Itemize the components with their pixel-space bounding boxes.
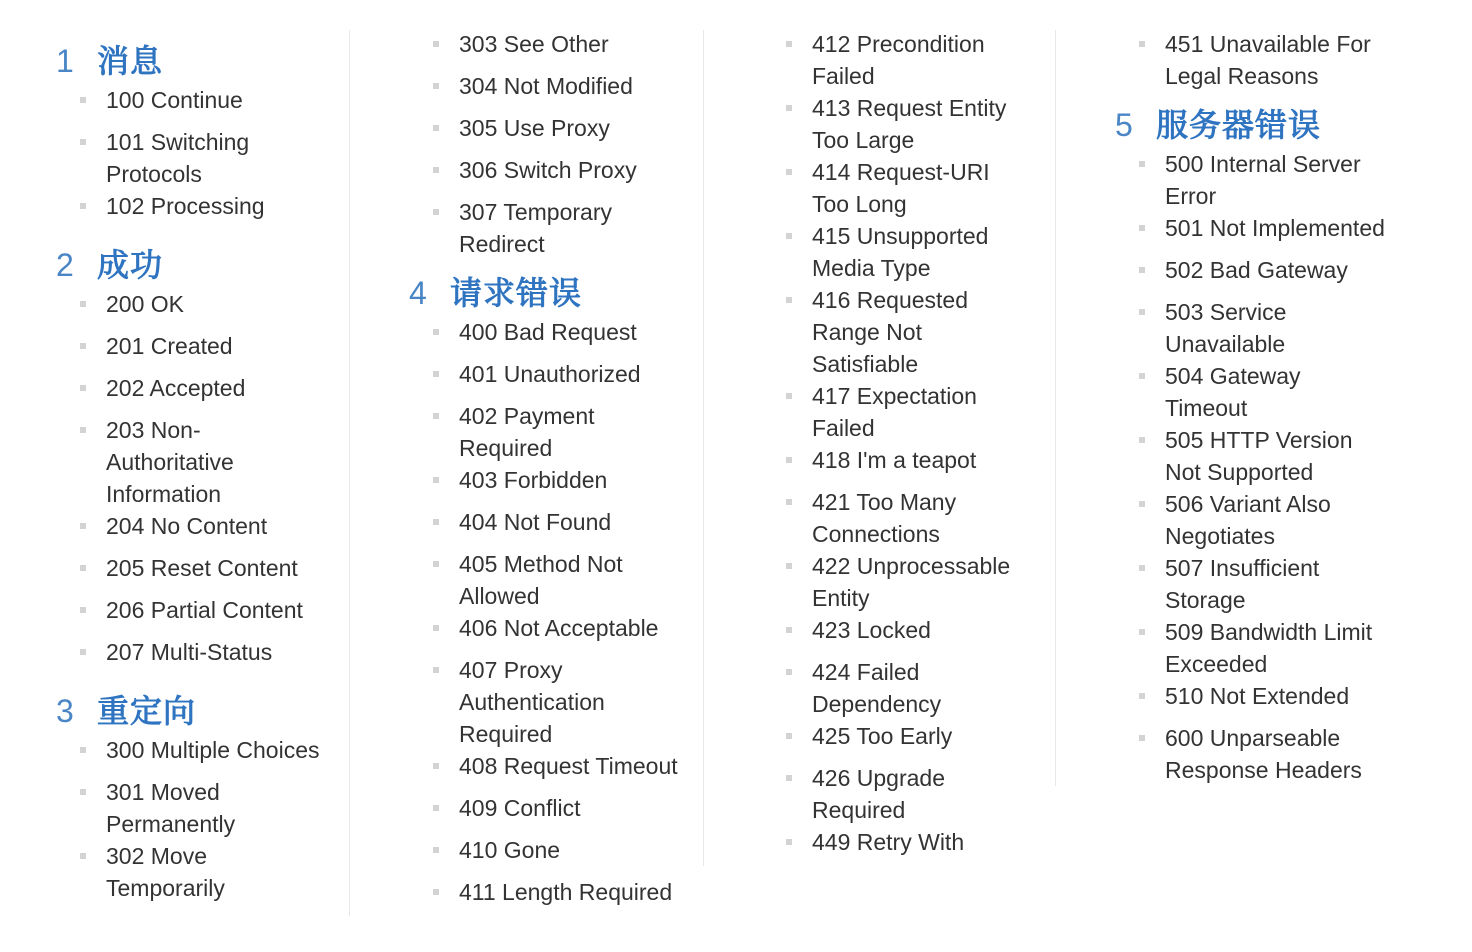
status-code-label-line: 302 Move [106, 843, 208, 869]
status-code-item [106, 734, 320, 766]
status-code-label-line: Allowed [459, 583, 540, 609]
status-code-label-line: 203 Non- [106, 417, 201, 443]
status-code-item [812, 656, 941, 720]
column-divider [1055, 30, 1056, 786]
bullet-icon [433, 413, 439, 419]
section-title: 服务器错误 [1156, 106, 1322, 144]
status-code-label-line: 509 Bandwidth Limit [1165, 619, 1373, 645]
bullet-icon [786, 669, 792, 675]
status-code-label-line: 412 Precondition [812, 31, 985, 57]
status-code-label-line: 501 Not Implemented [1165, 215, 1385, 241]
status-code-label-line: Temporarily [106, 875, 225, 901]
status-code-item [812, 826, 964, 858]
bullet-icon [433, 83, 439, 89]
status-code-label-line: Information [106, 481, 222, 507]
status-code-item [1165, 552, 1319, 616]
status-code-item [459, 464, 607, 496]
status-code-item [812, 486, 956, 550]
status-code-item [459, 70, 633, 102]
status-code-label-line: 414 Request-URI [812, 159, 990, 185]
bullet-icon [80, 139, 86, 145]
status-code-label-line: 449 Retry With [812, 829, 965, 855]
status-code-label-line: 503 Service [1165, 299, 1287, 325]
status-code-label-line: Protocols [106, 161, 202, 187]
status-code-item [1165, 488, 1331, 552]
status-code-label-line: 405 Method Not [459, 551, 623, 577]
status-code-label-line: 421 Too Many [812, 489, 957, 515]
status-code-label-line: 404 Not Found [459, 509, 612, 535]
column-divider [349, 30, 350, 916]
status-code-item [459, 358, 641, 390]
status-code-label-line: 504 Gateway [1165, 363, 1301, 389]
bullet-icon [786, 41, 792, 47]
section-number: 5 [1115, 107, 1133, 143]
column-divider [703, 30, 704, 866]
bullet-icon [786, 627, 792, 633]
status-code-label-line: 417 Expectation [812, 383, 977, 409]
bullet-icon [80, 565, 86, 571]
status-code-item [812, 220, 988, 284]
status-code-label-line: Required [812, 797, 906, 823]
status-code-label-line: Exceeded [1165, 651, 1268, 677]
status-code-label-line: 403 Forbidden [459, 467, 608, 493]
status-code-label-line: Authoritative [106, 449, 234, 475]
bullet-icon [80, 203, 86, 209]
status-code-item [459, 400, 595, 464]
bullet-icon [80, 523, 86, 529]
status-code-label-line: Media Type [812, 255, 931, 281]
section-title: 消息 [97, 42, 164, 80]
status-code-label-line: 411 Length Required [459, 879, 673, 905]
status-code-label-line: 510 Not Extended [1165, 683, 1350, 709]
bullet-icon [1139, 161, 1145, 167]
bullet-icon [433, 209, 439, 215]
bullet-icon [433, 625, 439, 631]
section-heading [56, 36, 163, 82]
status-code-label-line: 202 Accepted [106, 375, 246, 401]
status-code-label-line: Legal Reasons [1165, 63, 1319, 89]
status-code-label-line: 418 I'm a teapot [812, 447, 977, 473]
status-code-label-line: 416 Requested [812, 287, 969, 313]
bullet-icon [1139, 565, 1145, 571]
status-code-item [1165, 28, 1371, 92]
section-heading [1115, 100, 1321, 146]
status-code-item [812, 156, 990, 220]
bullet-icon [80, 789, 86, 795]
status-code-item [106, 414, 234, 510]
bullet-icon [786, 297, 792, 303]
bullet-icon [786, 499, 792, 505]
status-code-item [106, 510, 267, 542]
status-code-label-line: 409 Conflict [459, 795, 581, 821]
status-code-label-line: 406 Not Acceptable [459, 615, 659, 641]
bullet-icon [786, 169, 792, 175]
bullet-icon [433, 371, 439, 377]
status-code-item [1165, 212, 1385, 244]
status-code-label-line: 205 Reset Content [106, 555, 298, 581]
bullet-icon [433, 889, 439, 895]
section-title: 请求错误 [450, 274, 583, 312]
status-code-label-line: 206 Partial Content [106, 597, 303, 623]
status-code-item [812, 444, 976, 476]
status-code-item [459, 612, 658, 644]
status-code-label-line: 505 HTTP Version [1165, 427, 1353, 453]
bullet-icon [80, 343, 86, 349]
bullet-icon [80, 97, 86, 103]
status-code-label-line: 301 Moved [106, 779, 220, 805]
status-code-item [106, 776, 235, 840]
status-code-item [106, 636, 272, 668]
bullet-icon [433, 667, 439, 673]
section-title: 重定向 [97, 692, 197, 730]
status-code-label-line: 502 Bad Gateway [1165, 257, 1348, 283]
section-number: 1 [56, 43, 74, 79]
status-code-item [1165, 296, 1286, 360]
bullet-icon [1139, 501, 1145, 507]
section-heading [409, 268, 582, 314]
bullet-icon [1139, 437, 1145, 443]
status-code-label-line: 204 No Content [106, 513, 268, 539]
status-code-item [1165, 360, 1301, 424]
status-code-label-line: 423 Locked [812, 617, 931, 643]
status-code-label-line: 402 Payment [459, 403, 595, 429]
status-code-label-line: 102 Processing [106, 193, 265, 219]
status-code-item [459, 834, 560, 866]
status-code-label-line: 506 Variant Also [1165, 491, 1331, 517]
status-code-label-line: Negotiates [1165, 523, 1275, 549]
status-code-item [459, 154, 637, 186]
status-code-label-line: Storage [1165, 587, 1246, 613]
bullet-icon [433, 847, 439, 853]
bullet-icon [1139, 629, 1145, 635]
bullet-icon [786, 839, 792, 845]
section-title: 成功 [97, 246, 164, 284]
status-code-label-line: Failed [812, 63, 875, 89]
bullet-icon [433, 41, 439, 47]
status-code-label-line: Error [1165, 183, 1217, 209]
status-code-item [106, 840, 225, 904]
status-code-item [812, 28, 985, 92]
status-code-label-line: Authentication [459, 689, 605, 715]
status-code-item [106, 288, 184, 320]
status-code-label-line: Too Large [812, 127, 915, 153]
status-code-item [106, 372, 245, 404]
status-code-item [106, 126, 249, 190]
status-code-label-line: 306 Switch Proxy [459, 157, 637, 183]
status-code-item [459, 28, 609, 60]
status-code-item [106, 594, 303, 626]
bullet-icon [433, 125, 439, 131]
status-code-label-line: 300 Multiple Choices [106, 737, 320, 763]
bullet-icon [786, 733, 792, 739]
bullet-icon [433, 519, 439, 525]
status-code-label-line: 207 Multi-Status [106, 639, 273, 665]
status-code-item [459, 112, 610, 144]
status-code-label-line: Permanently [106, 811, 236, 837]
status-code-item [812, 720, 952, 752]
bullet-icon [80, 427, 86, 433]
bullet-icon [1139, 735, 1145, 741]
bullet-icon [786, 393, 792, 399]
status-code-label-line: 413 Request Entity [812, 95, 1007, 121]
bullet-icon [786, 457, 792, 463]
status-code-item [459, 876, 672, 908]
status-code-item [1165, 616, 1372, 680]
status-code-label-line: Not Supported [1165, 459, 1314, 485]
bullet-icon [1139, 41, 1145, 47]
status-code-item [1165, 254, 1348, 286]
status-code-label-line: Failed [812, 415, 875, 441]
status-code-item [106, 330, 233, 362]
status-code-label-line: Redirect [459, 231, 545, 257]
bullet-icon [433, 805, 439, 811]
status-code-label-line: Required [459, 435, 553, 461]
bullet-icon [1139, 693, 1145, 699]
status-code-label-line: Response Headers [1165, 757, 1362, 783]
bullet-icon [786, 563, 792, 569]
status-code-item [812, 92, 1006, 156]
bullet-icon [433, 561, 439, 567]
bullet-icon [80, 301, 86, 307]
status-code-label-line: 426 Upgrade [812, 765, 945, 791]
status-code-label-line: Connections [812, 521, 940, 547]
bullet-icon [786, 775, 792, 781]
status-code-label-line: Too Long [812, 191, 907, 217]
section-number: 4 [409, 275, 427, 311]
status-code-item [812, 614, 931, 646]
bullet-icon [80, 385, 86, 391]
status-code-label-line: 101 Switching [106, 129, 250, 155]
section-heading [56, 686, 196, 732]
status-code-label-line: Timeout [1165, 395, 1248, 421]
status-code-item [459, 792, 580, 824]
status-code-label-line: 408 Request Timeout [459, 753, 678, 779]
status-code-label-line: 600 Unparseable [1165, 725, 1341, 751]
status-code-label-line: 303 See Other [459, 31, 609, 57]
status-code-item [106, 552, 298, 584]
section-number: 3 [56, 693, 74, 729]
bullet-icon [80, 607, 86, 613]
status-code-label-line: 410 Gone [459, 837, 561, 863]
status-code-label-line: 200 OK [106, 291, 184, 317]
status-code-item [459, 506, 611, 538]
status-code-label-line: Dependency [812, 691, 942, 717]
status-code-item [459, 750, 678, 782]
status-code-item [812, 380, 977, 444]
bullet-icon [1139, 309, 1145, 315]
status-code-label-line: 400 Bad Request [459, 319, 637, 345]
status-code-label-line: 422 Unprocessable [812, 553, 1011, 579]
status-code-label-line: 201 Created [106, 333, 233, 359]
bullet-icon [1139, 373, 1145, 379]
status-code-label-line: 424 Failed [812, 659, 920, 685]
status-code-label-line: Unavailable [1165, 331, 1286, 357]
status-code-label-line: 100 Continue [106, 87, 243, 113]
status-code-label-line: Entity [812, 585, 870, 611]
status-code-item [106, 190, 265, 222]
status-code-label-line: 500 Internal Server [1165, 151, 1361, 177]
bullet-icon [433, 477, 439, 483]
status-code-label-line: 307 Temporary [459, 199, 612, 225]
bullet-icon [80, 747, 86, 753]
status-code-label-line: 407 Proxy [459, 657, 563, 683]
status-code-label-line: 415 Unsupported [812, 223, 989, 249]
status-code-item [106, 84, 243, 116]
status-code-item [1165, 424, 1353, 488]
bullet-icon [80, 649, 86, 655]
status-code-item [1165, 722, 1362, 786]
status-code-item [812, 762, 945, 826]
status-code-label-line: 304 Not Modified [459, 73, 633, 99]
section-heading [56, 240, 163, 286]
status-code-label-line: 507 Insufficient [1165, 555, 1320, 581]
status-code-label-line: 305 Use Proxy [459, 115, 610, 141]
status-code-item [459, 196, 612, 260]
bullet-icon [433, 167, 439, 173]
status-code-label-line: 425 Too Early [812, 723, 953, 749]
status-code-item [459, 654, 605, 750]
bullet-icon [80, 853, 86, 859]
status-code-label-line: Range Not [812, 319, 922, 345]
status-code-item [812, 550, 1010, 614]
status-code-item [459, 548, 623, 612]
status-code-item [1165, 148, 1361, 212]
bullet-icon [433, 329, 439, 335]
section-number: 2 [56, 247, 74, 283]
status-code-item [459, 316, 637, 348]
bullet-icon [786, 233, 792, 239]
status-code-item [812, 284, 968, 380]
status-code-item [1165, 680, 1349, 712]
bullet-icon [1139, 225, 1145, 231]
status-code-label-line: Required [459, 721, 553, 747]
bullet-icon [433, 763, 439, 769]
status-code-label-line: Satisfiable [812, 351, 919, 377]
status-code-label-line: 451 Unavailable For [1165, 31, 1371, 57]
status-code-label-line: 401 Unauthorized [459, 361, 641, 387]
bullet-icon [1139, 267, 1145, 273]
bullet-icon [786, 105, 792, 111]
